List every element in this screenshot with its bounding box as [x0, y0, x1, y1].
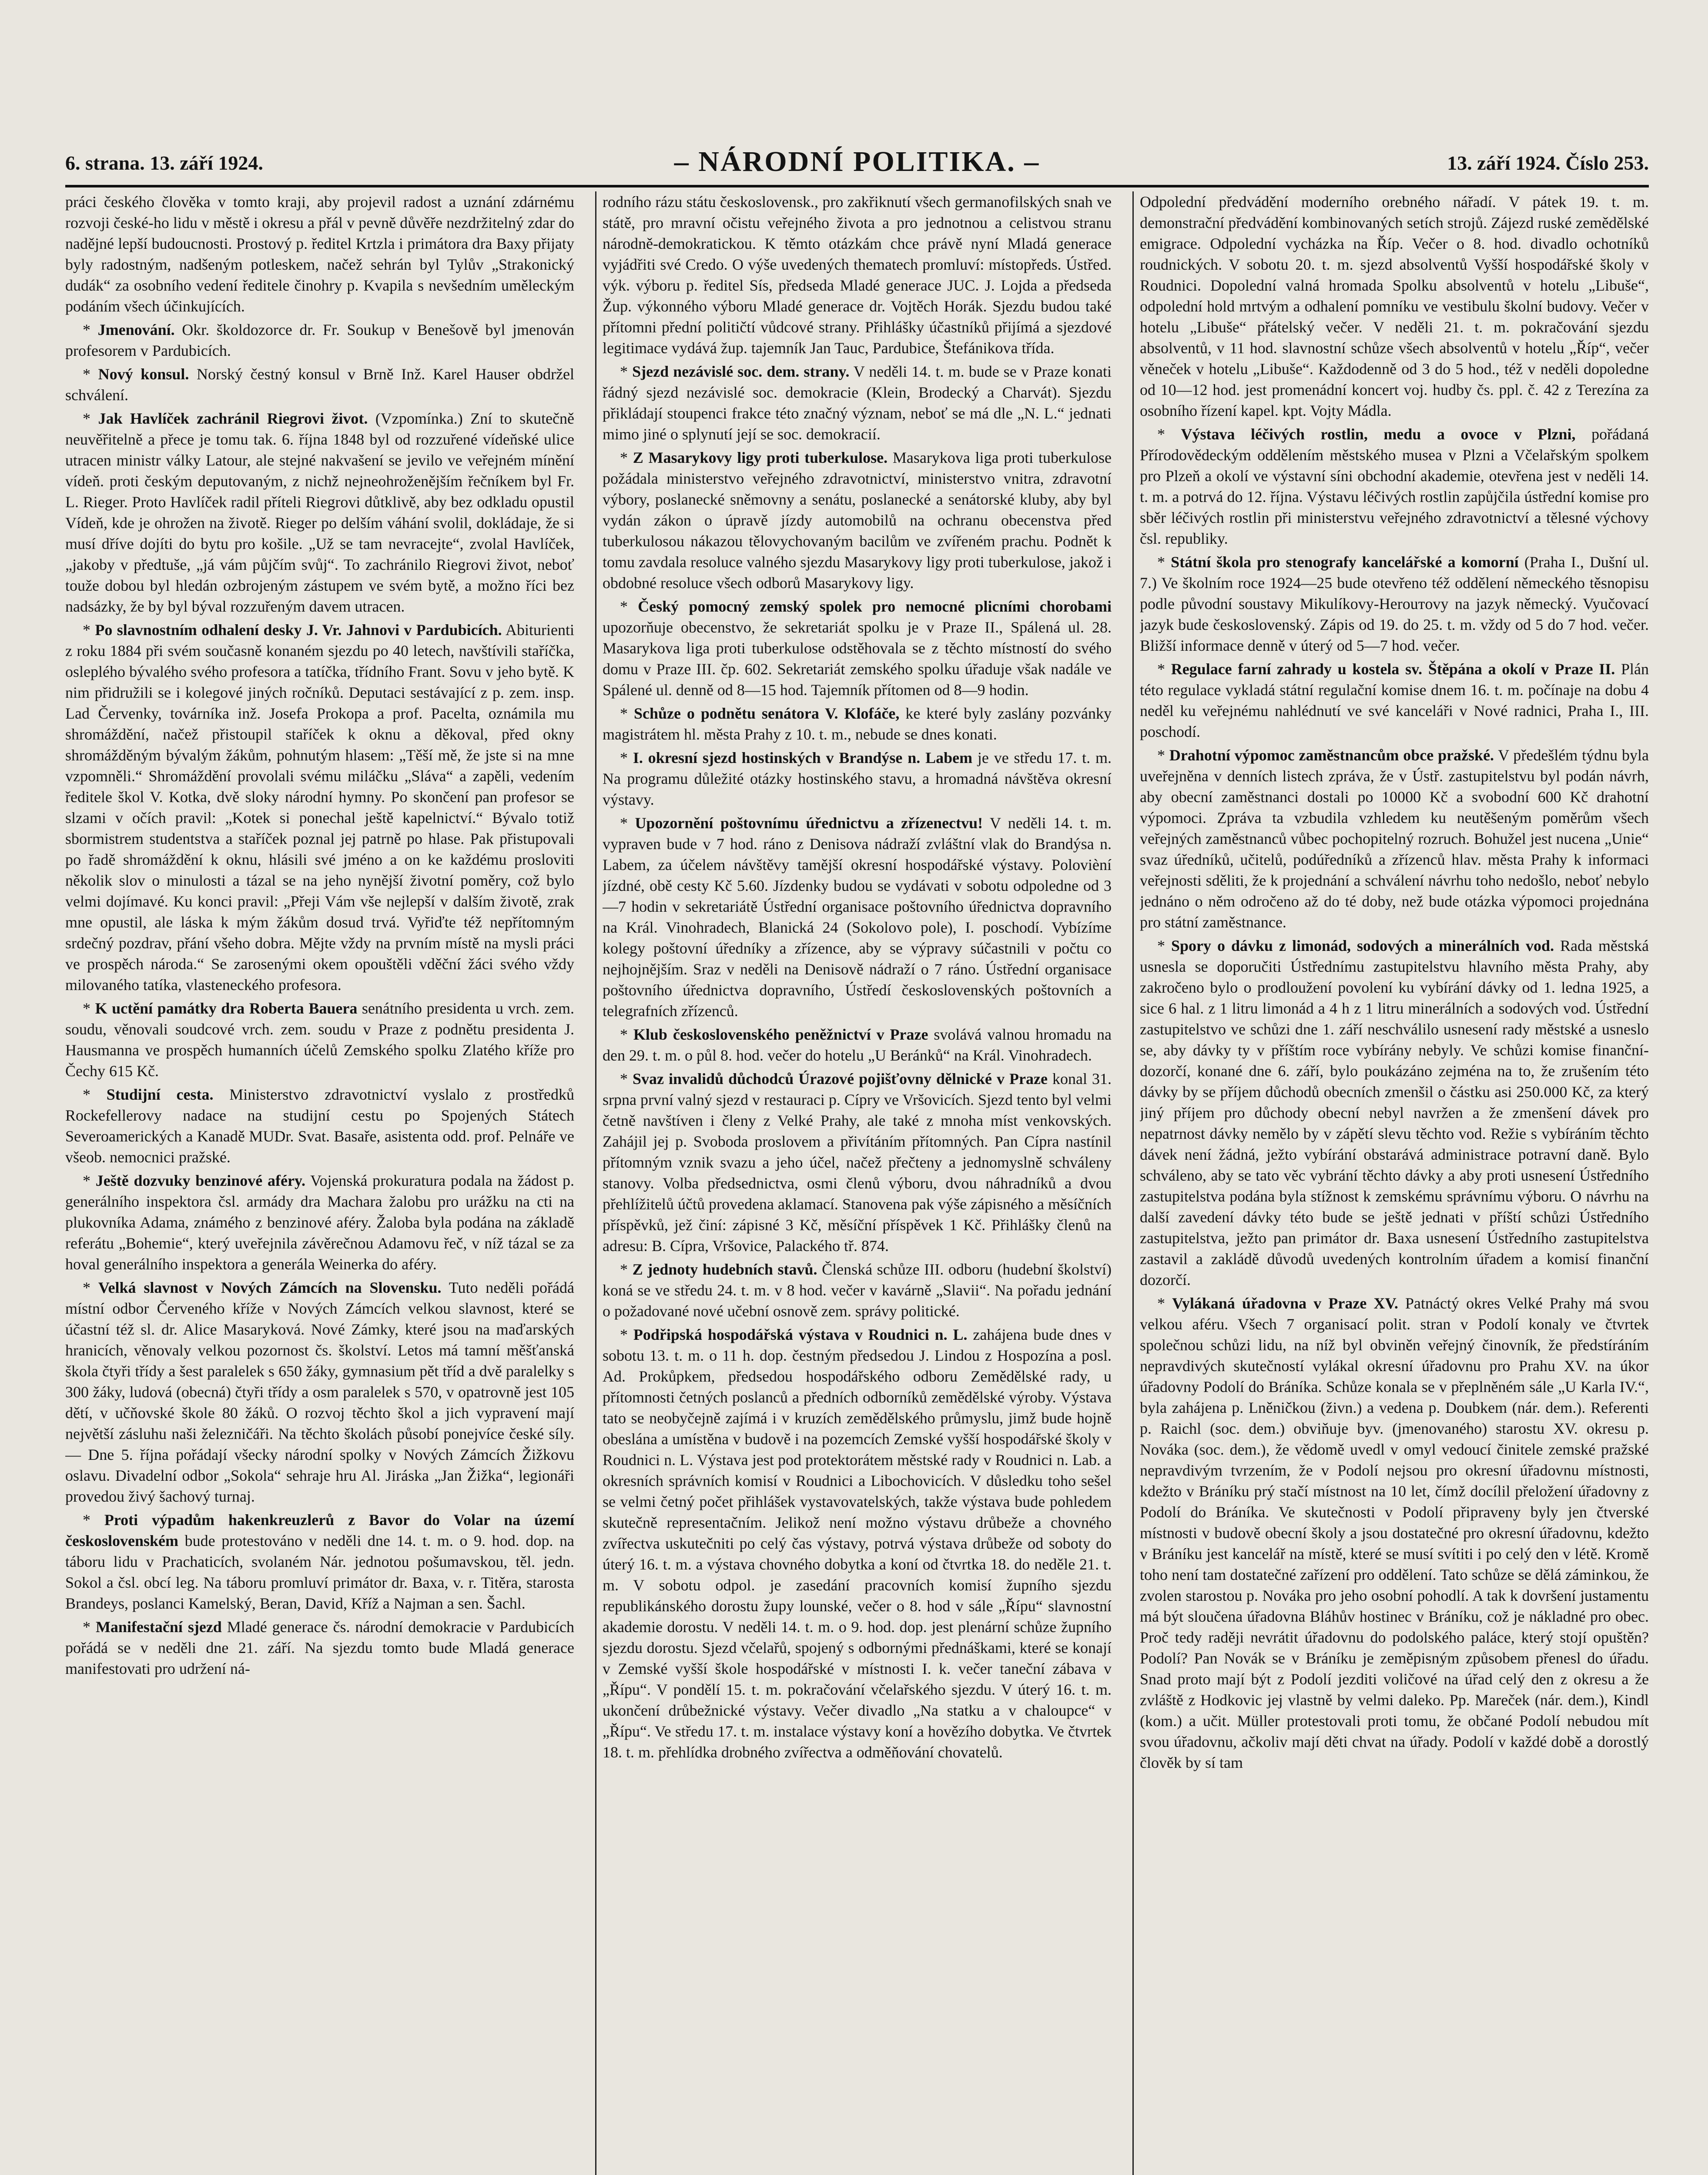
header-rule [65, 185, 1649, 187]
article-heading: Svaz invalidů důchodců Úrazové pojišťovny dělnické v Praze [633, 1070, 1048, 1088]
article-heading: Z jednoty hudebních stavů. [632, 1261, 817, 1278]
article-heading: Manifestační sjezd [95, 1618, 222, 1636]
article-paragraph [65, 1277, 574, 1507]
article-paragraph [1140, 935, 1649, 1290]
article-paragraph [1140, 552, 1649, 656]
issue-date-number: 13. září 1924. Číslo 253. [1447, 152, 1649, 174]
asterisk-marker: * [620, 814, 635, 832]
asterisk-marker: * [1157, 553, 1171, 571]
article-paragraph [1140, 659, 1649, 742]
article-text: Tuto neděli pořádá místní odbor Červeného kříže v Nových Zámcích velkou slavnost, které se účastní též sl. dr. Alice Masaryková. Nové Zámky, které jsou na maďarských hranicích, věnovaly velkou pozornost čs. školství. Letos má tamní měšťanská škola čtyři třídy a šest paralelek s 650 žáky, gymnasium pět tříd a dvě paralelky s 300 žáky, ludová (obecná) čtyři třídy a osm paralelek s 570, v opatrovně jest 105 dětí, v učňovské škole 80 žáků. O rozvoj těchto škol a jich vypravení mají největší zásluhu naši železničáři. Na těchto školách působí ponejvíce české síly. — Dne 5. října pořádají všecky národní spolky v Nových Zámcích Žižkovu oslavu. Divadelní odbor „Sokola“ sehraje hru Al. Jiráska „Jan Žižka“, legionáři provedou živý šachový turnaj. [65, 1279, 574, 1505]
article-text: rodního rázu státu československ., pro zakřiknutí všech germanofilských snah ve státě, pro mravní očistu veřejného života a pro jednotnou a celistvou stranu národně-demokratickou. K těmto otázkám chce právě nyní Mladá generace vyjádřiti své Credo. O výše uvedených thematech promluví: místopředs. Ústřed. výk. výboru p. ředitel Sís, předseda Mladé generace JUC. J. Lojda a předseda Žup. výkonného výboru Mladé generace dr. Vojtěch Horák. Sjezdu budou také přítomni přední političtí vůdcové strany. Přihlášky účastníků přijímá a sjezdové legitimace vydává žup. tajemník Jan Tauc, Pardubice, Štefánikova třída. [603, 193, 1112, 357]
page-number-date: 6. strana. 13. září 1924. [65, 152, 263, 174]
article-heading: Schůze o podnětu senátora V. Klofáče, [633, 705, 900, 722]
article-text: Mladé generace čs. národní demokracie v Pardubicích pořádá se v neděli dne 21. září. Na sjezdu tomto bude Mladá generace manifestovati pro udržení ná- [65, 1618, 574, 1677]
article-paragraph [1140, 745, 1649, 933]
article-text: bude protestováno v neděli dne 14. t. m. o 9. hod. dop. na táboru lidu v Prachaticích, svolaném Nár. jednotou pošumavskou, těl. jedn. Sokol a čsl. obcí leg. Na táboru promluví primátor dr. Baxa, v. r. Titěra, starosta Brandeys, poslanci Kamelský, Beran, David, Kříž a Najman a sen. Šachl. [65, 1532, 574, 1612]
article-paragraph [65, 1509, 574, 1614]
page-columns [65, 191, 1649, 2175]
article-paragraph [65, 408, 574, 617]
article-text: svolává valnou hromadu na den 29. t. m. o půl 8. hod. večer do hotelu „U Beránků“ na Král. Vinohradech. [603, 1026, 1112, 1064]
asterisk-marker: * [620, 749, 633, 766]
article-paragraph [603, 447, 1112, 593]
article-paragraph [65, 1616, 574, 1679]
article-paragraph [603, 703, 1112, 745]
asterisk-marker: * [1157, 425, 1181, 443]
asterisk-marker: * [1157, 937, 1171, 954]
asterisk-marker: * [620, 1261, 633, 1278]
article-paragraph [65, 619, 574, 995]
article-paragraph [603, 1324, 1112, 1763]
article-heading: Po slavnostním odhalení desky J. Vr. Jahnovi v Pardubicích. [95, 621, 502, 639]
article-paragraph [1140, 1293, 1649, 1773]
asterisk-marker: * [1157, 746, 1169, 764]
article-paragraph [65, 998, 574, 1081]
article-text: Plán této regulace vykladá státní regulační komise dnem 16. t. m. počínaje na dobu 4 neděl ku veřejnému nahlédnutí ve své kanceláři v Nové radnici, Praha I., III. poschodí. [1140, 660, 1649, 740]
article-text: Abiturienti z roku 1884 při svém současně konaném sjezdu po 40 letech, navštívili staříčka, osleplého bývalého svého profesora a tatíčka, třídního Frant. Sovu v jeho bytě. K nim přidružili se i kolegové jiných ročníků. Deputaci sestávající z p. zem. insp. Lad Červenky, továrníka inž. Josefa Prokopa a prof. Pacelta, oznámila mu shromáždění, načež přistoupil staříček k oknu a děkoval, před okny shromážděným bývalým žákům, pohnutým hlasem: „Těší mě, že jste si na mne vzpomněli.“ Shromáždění provolali svému miláčku „Sláva“ a zapěli, vedením ředitele škol V. Kotka, dvě sloky národní hymny. Po skončení pan profesor se slzami v očích pravil: „Kotek si ponechal ještě kapelnictví.“ Bývalo totiž sbormistrem studentstva a staříček poznal jej patrně po hlase. Pak přistupovali po řadě shromáždění k oknu, hlásili své jméno a on ke každému prosloviti několik slov o minulosti a tázal se na jeho nynější životní poměry, což bylo velmi dojímavé. Ku konci pravil: „Přeji Vám vše nejlepší v dalším životě, zrak mne opustil, ale láska k mým žákům dosud trvá. Vyřiďte též nepřítomným srdečný pozdrav, přání všeho dobra. Mějte vždy na prvním místě na mysli práci ve prospěch národa.“ Se zarosenými okem opouštěli vděční žáci svého vždy milovaného tatíka, vlasteneckého profesora. [65, 621, 574, 994]
article-text: upozorňuje obecenstvo, že sekretariát spolku je v Praze II., Spálená ul. 28. Masarykova liga proti tuberkulose odstěhovala se z těchto místností do svého domu v Praze III. čp. 602. Sekretariát zemského spolku úřaduje však nadále ve Spálené ul. denně od 8—15 hod. Tajemník přítomen od 8—9 hodin. [603, 619, 1112, 699]
asterisk-marker: * [83, 410, 98, 427]
asterisk-marker: * [620, 705, 634, 722]
article-heading: Nový konsul. [98, 365, 189, 383]
article-heading: Proti výpadům hakenkreuzlerů z Bavor do Volar na území československém [65, 1511, 574, 1549]
article-text: Členská schůze III. odboru (hudební školství) koná se ve středu 24. t. m. v 8 hod. večer v kavárně „Slavii“. Na pořadu jednání o požadované nové učební osnově zem. správy politické. [603, 1261, 1112, 1320]
article-text: práci českého člověka v tomto kraji, aby projevil radost a uznání zdárnému rozvoji české-ho lidu v městě i okresu a přál v pevně důvěře nezdržitelný zdar do nadějné lepší budoucnosti. Prostový p. ředitel Krtzla i primátora dra Baxy přijaty byly radostným, nadšeným potleskem, načež sehrán byl Tylův „Strakonický dudák“ za osobního vedení ředitele činohry p. Kvapila s nevšedním uměleckým podáním všech účinkujících. [65, 193, 574, 315]
article-heading: Podřipská hospodářská výstava v Roudnici n. L. [633, 1326, 968, 1343]
asterisk-marker: * [83, 1086, 107, 1103]
article-text: ke které byly zaslány pozvánky magistrátem hl. města Prahy z 10. t. m., nebude se dnes konati. [603, 705, 1112, 743]
article-text: senátního presidenta u vrch. zem. soudu, věnovali soudcové vrch. zem. soudu v Praze z podnětu presidenta J. Hausmanna ve prospěch humanních účelů Zemského spolku Zlatého kříže pro Čechy 615 Kč. [65, 1000, 574, 1080]
article-heading: Drahotní výpomoc zaměstnancům obce pražské. [1169, 746, 1494, 764]
column-separator [1132, 191, 1134, 2175]
article-heading: Jak Havlíček zachránil Riegrovi život. [98, 410, 368, 427]
article-heading: Vylákaná úřadovna v Praze XV. [1172, 1295, 1398, 1312]
asterisk-marker: * [83, 1172, 96, 1189]
article-text: Norský čestný konsul v Brně Inž. Karel Hauser obdržel schválení. [65, 365, 574, 404]
article-text: konal 31. srpna první valný sjezd v restauraci p. Cípry ve Vršovicích. Sjezd tento byl velmi četně navštíven i členy z Velké Prahy, ale také z mnoha míst venkovských. Zahájil jej p. Svoboda proslovem a přivítáním přítomných. Pan Cípra nastínil přítomným vznik svazu a jeho účel, načež přečteny a jednomyslně schváleny stanovy. Volba předsednictva, osmi členů výboru, dvou náhradníků a dvou přehlížitelů účtů provedena aklamací. Stanovena pak výše zápisného a měsíčních příspěvků, jež činí: zápisné 3 Kč, měsíční příspěvek 1 Kč. Přihlášky členů na adresu: B. Cípra, Vršovice, Palackého tř. 874. [603, 1070, 1112, 1255]
article-paragraph [603, 191, 1112, 358]
article-heading: Výstava léčivých rostlin, medu a ovoce v Plzni, [1181, 425, 1576, 443]
asterisk-marker: * [620, 449, 633, 466]
article-heading: Regulace farní zahrady u kostela sv. Štěpána a okolí v Praze II. [1171, 660, 1615, 678]
article-heading: Státní škola pro stenografy kancelářské a komorní [1171, 553, 1519, 571]
article-paragraph [1140, 191, 1649, 421]
asterisk-marker: * [1157, 1295, 1172, 1312]
column-separator [595, 191, 596, 2175]
article-paragraph [65, 364, 574, 405]
article-text: zahájena bude dnes v sobotu 13. t. m. o 11 h. dop. čestným předsedou J. Lindou z Hospozína a posl. Ad. Prokůpkem, předsedou hospodářského odboru Zemědělské rady, u přítomnosti četných poslanců a předních odborníků zemědělské výroby. Výstava tato se neobyčejně zajímá i v kruzích zemědělského průmyslu, jimž bude hojně obeslána a umístěna v budově i na pozemcích Zemské vyšší hospodářské školy v Roudnici n. L. Výstava jest pod protektorátem městské rady v Roudnici n. Lab. a okresních správních komisí v Roudnici a Libochovicích. V důsledku toho sešel se velmi četný počet přihlášek vystavovatelských, takže výstava bude pohledem skutečně representačním. Jelikož není možno výstavu drůbeže a chovného zvířectva uskutečniti po celý čas výstavy, potrvá výstava drůbeže od soboty do úterý 16. t. m. a výstava chovného dobytka a koní od čtvrtka 18. do neděle 21. t. m. V sobotu odpol. je zasedání pracovních komisí župního sjezdu republikánského dorostu župy lounské, večer o 8. hod v sále „Řípu“ slavnostní akademie dorostu. V neděli 14. t. m. o 9. hod. dop. jest plenární schůze župního sjezdu dorostu. Sjezd včelařů, spojený s odbornými přednáškami, které se konají v Zemské vyšší škole hospodářské v místnosti I. k. večer taneční zábava v „Řípu“. V pondělí 15. t. m. pokračování včelařského sjezdu. V úterý 16. t. m. ukončení drůbežnické výstavy. Večer divadlo „Na statku a v chaloupce“ v „Řípu“. Ve středu 17. t. m. instalace výstavy koní a hovězího dobytka. Ve čtvrtek 18. t. m. přehlídka drobného zvířectva a odměňování chovatelů. [603, 1326, 1112, 1761]
article-text: V neděli 14. t. m. bude se v Praze konati řádný sjezd nezávislé soc. demokracie (Klein, Brodecký a Charvát). Sjezdu přikládají stoupenci frakce této značný význam, neboť se má dle „N. L.“ jednati mimo jiné o splynutí její se soc. demokracií. [603, 363, 1112, 443]
article-paragraph [603, 1068, 1112, 1256]
column-3 [1140, 191, 1649, 2175]
article-heading: I. okresní sjezd hostinských v Brandýse n. Labem [633, 749, 973, 766]
asterisk-marker: * [620, 1026, 633, 1043]
asterisk-marker: * [83, 1618, 96, 1636]
article-paragraph [603, 596, 1112, 700]
article-text: Vojenská prokuratura podala na žádost p. generálního inspektora čsl. armády dra Machara žalobu pro urážku na cti na plukovníka Adama, známého z benzinové aféry. Žaloba byla podána na základě referátu „Bohemie“, který uveřejnila závěrečnou Adamovu řeč, v níž tázal se za hoval generálního inspektora a generála Weinerka do aféry. [65, 1172, 574, 1273]
asterisk-marker: * [83, 321, 98, 338]
article-heading: K uctění památky dra Roberta Bauera [95, 1000, 358, 1017]
article-paragraph [65, 191, 574, 317]
article-heading: Český pomocný zemský spolek pro nemocné plicními chorobami [638, 598, 1112, 615]
article-text: Ministerstvo zdravotnictví vyslalo z prostředků Rockefellerovy nadace na studijní cestu po Spojených Státech Severoamerických a Kanadě MUDr. Svat. Basaře, asistenta odd. prof. Pelnáře ve všeob. nemocnici pražské. [65, 1086, 574, 1166]
article-text: Patnáctý okres Velké Prahy má svou velkou aféru. Všech 7 organisací polit. stran v Podolí konaly ve čtvrtek společnou schůzi lidu, na níž byl obviněn veřejný činovník, že předstíráním nepravdivých skutečností vylákal okresní úřadovnu pro Prahu XV. na úkor úřadovny Podolí do Bráníka. Schůze konala se v přeplněném sále „U Karla IV.“, byla zahájena p. Lněničkou (živn.) a vedena p. Doubkem (nár. dem.). Referenti p. Raichl (soc. dem.) obviňuje byv. (jmenovaného) starostu XV. okresu p. Nováka (soc. dem.), že vědomě uvedl v omyl vedoucí činitele zemské pražské nepravdivým tvrzením, že v Podolí nejsou pro okresní úřadovnu místnosti, kdežto v Bráníku prý stačí místnost na 10 let, čímž docílil přeložení úřadovny z Podolí do Bráníka. Ve skutečnosti v Podolí připraveny byly jen čtverské místnosti v budově obecní školy a jsou dostatečné pro okresní úřadovnu, kdežto v Bráníku jest kancelář na místě, které se musí svítiti i po celý den v létě. Kromě toho není tam dostatečné zařízení pro oddělení. Tato schůze se dělá záminkou, že zvolen starostou p. Nováka pro jeho osobní pohodlí. A tak k dovršení justamentu má být sloučena úřadovna Bláhův hostinec v Bráníku, což je nákladné pro obec. Proč tedy raději nevrátit úřadovnu do podolského paláce, který stojí opuštěn? Podolí? Pan Novák se v Bráníku je zeměpisným způsobem přenesl do úřadu. Snad proto mají být z Podolí jezditi voličové na úřad celý den z okresu a že zvláště z Hodkovic jej vlastně by velmi daleko. Pp. Mareček (nár. dem.), Kindl (kom.) a učit. Müller protestovali proti tomu, že občané Podolí nebudou mít svou úřadovnu, ačkoliv mají děti chvat na úřady. Podolí v každé době a dorostlý člověk by sí tam [1140, 1295, 1649, 1771]
article-text: V neděli 14. t. m. vypraven bude v 7 hod. ráno z Denisova nádraží zvláštní vlak do Brandýsa n. Labem, za účelem návštěvy tamější okresní hospodářské výstavy. Polovièní jízdné, obě cesty Kč 5.60. Jízdenky budou se vydávati v sobotu odpoledne od 3—7 hodin v sekretariátě Ústřední organisace poštovního úřednictva dopravního na Král. Vinohradech, Blanická 24 (Sokolovo pole), I. poschodí. Vybízíme kolegy poštovní úředníky a zřízence, aby se výpravy súčastnili v počtu co nejhojnějším. Sraz v neděli na Denisově nádraží o 7 ráno. Ústřední organisace poštovního úřednictva dopravního, Ústředí československých poštovních a telegrafních zřízenců. [603, 814, 1112, 1020]
asterisk-marker: * [620, 1070, 633, 1088]
asterisk-marker: * [83, 365, 98, 383]
article-paragraph [603, 361, 1112, 445]
asterisk-marker: * [83, 1000, 95, 1017]
article-paragraph [65, 1084, 574, 1168]
article-text: (Praha I., Dušní ul. 7.) Ve školním roce 1924—25 bude otevřeno též oddělení německého těsnopisu podle původní soustavy Mikulíkovy-Herouтovy na jazyk německý. Vyučovací jazyk bude československý. Zápis od 19. do 25. t. m. vždy od 5 do 7 hod. večer. Bližší informace denně v úterý od 5—7 hod. večer. [1140, 553, 1649, 654]
article-paragraph [603, 1024, 1112, 1066]
article-paragraph [603, 1259, 1112, 1322]
newspaper-title: – NÁRODNÍ POLITIKA. – [674, 146, 1040, 177]
asterisk-marker: * [620, 363, 633, 380]
article-heading: Studijní cesta. [106, 1086, 214, 1103]
column-2 [603, 191, 1112, 2175]
asterisk-marker: * [83, 621, 95, 639]
article-text: Odpolední předvádění moderního orebného nářadí. V pátek 19. t. m. demonstrační předvádění kombinovaných setích strojů. Zájezd ruské zemědělské emigrace. Odpolední vycházka na Říp. Večer o 8. hod. divadlo ochotníků roudnických. V sobotu 20. t. m. sjezd absolventů Vyšší hospodářské školy v Roudnici. Dopolední valná hromada Spolku absolventů v hotelu „Libuše“, odpolední hold mrtvým a odhalení pomníku ve vestibulu školní budovy. Večer v hotelu „Libuše“ přátelský večer. V neděli 21. t. m. pokračování sjezdu absolventů, v 11 hod. slavnostní schůze všech absolventů v hotelu „Říp“, večer věneček v hotelu „Libuše“. Každodenně od 3 do 5 hod., též v neděli dopoledne od 10—12 hod. jest promenádní koncert voj. hudby čs. ppl. č. 42 z Terezína za osobního řízení kapel. kpt. Vojty Mádla. [1140, 193, 1649, 419]
article-heading: Ještě dozvuky benzinové aféry. [95, 1172, 305, 1189]
article-heading: Klub československého peněžnictví v Praze [633, 1026, 928, 1043]
article-paragraph [65, 1170, 574, 1275]
article-heading: Z Masarykovy ligy proti tuberkulose. [633, 449, 888, 466]
article-paragraph [603, 813, 1112, 1021]
asterisk-marker: * [620, 598, 638, 615]
article-heading: Sjezd nezávislé soc. dem. strany. [632, 363, 850, 380]
asterisk-marker: * [83, 1511, 104, 1529]
article-heading: Velká slavnost v Nových Zámcích na Slovensku. [98, 1279, 442, 1296]
page-header [65, 144, 1649, 183]
article-paragraph [603, 747, 1112, 810]
article-heading: Upozornění poštovnímu úřednictvu a zřízenectvu! [635, 814, 983, 832]
article-text: Okr. školdozorce dr. Fr. Soukup v Benešově byl jmenován profesorem v Pardubicích. [65, 321, 574, 359]
asterisk-marker: * [620, 1326, 633, 1343]
article-text: Rada městská usnesla se doporučiti Ústřednímu zastupitelstvu hlavního města Prahy, aby zakročeno bylo o prodloužení povolení ku vybírání dávky od 1. ledna 1925, a sice 6 hal. z 1 litru limonád a 4 h z 1 litru minerálních a sodových vod. Ústřední zastupitelstvo ve schůzi dne 1. září neschválilo usnesení rady městské a usneslo se, aby dávky ty v příštím roce vybírány nebyly. Ve schůzi komise finanční-dozorčí, konané dne 6. září, bylo poukázáno zejména na to, že zrušením této dávky by se příjem důchodů obecních zmenšil o částku asi 250.000 Kč, za který jiný příjem pro důchody obecní nebyl navržen a že zmenšení dávek pro nepatrnost dávky nemělo by v zápětí slevu těchto vod. Režie s vybíráním těchto dávek není žádná, ježto vybírání obstarává administrace potravní daně. Bylo schváleno, aby se tato věc vybrání těchto dávky a aby proti usnesení Ústředního zastupitelstva podána byla stížnost k zemskému správnímu výboru. O návrhu na další zavedení dávky této bude se ještě jednati v příští schůzi Ústředního zastupitelstva, ježto pan primátor dr. Baxa usnesení Ústředního zastupitelstva zastavil a zakládě důvodů uvedených kontrolním úřadem a komisí finanční dozorčí. [1140, 937, 1649, 1288]
article-text: V předešlém týdnu byla uveřejněna v denních listech zpráva, že v Ústř. zastupitelstvu byl podán návrh, aby obecní zaměstnanci dostali po 10000 Kč a svobodní 600 Kč drahotní výpomoci. Zpráva ta vzbudila vzhledem ku neutěšeným poměrům všech veřejných zaměstnanců vůbec pochopitelný rozruch. Bohužel jest nucena „Unie“ svaz úředníků, učitelů, podúředníků a zřízenců hlav. města Prahy k informaci veřejnosti sděliti, že k projednání a schválení návrhu toho nedošlo, neboť nebylo jednáno o něm odročeno až do té doby, než bude otázka výpomoci projednána pro státní zaměstnance. [1140, 746, 1649, 931]
article-text: je ve středu 17. t. m. Na programu důležité otázky hostinského stavu, a hromadná návštěva okresní výstavy. [603, 749, 1112, 808]
article-heading: Jmenování. [97, 321, 175, 338]
article-text: (Vzpomínka.) Zní to skutečně neuvěřitelně a přece je tomu tak. 6. října 1848 byl od rozzuřené vídeňské ulice utracen ministr války Latour, ale stejné nakvašení se jevilo ve veřejném mínění vídeň. proti českým deputovaným, z nichž nejneohroženějším řečníkem byl Fr. L. Rieger. Proto Havlíček radil příteli Riegrovi důtklivě, aby bez odkladu opustil Vídeň, kde je ohrožen na životě. Rieger po delším váhání svolil, dokládaje, že si musí dříve dojíti do bytu pro košile. „Už se tam nevracejte“, zvolal Havlíček, „jakoby v předtuše, „já vám půjčím svůj“. To zachránilo Riegrovi život, neboť touže dobou byl hledán ozbrojeným zástupem ve svém bytě, a možno říci bez nadsázky, že by byl býval rozzuřeným davem utracen. [65, 410, 574, 615]
article-heading: Spory o dávku z limonád, sodových a minerálních vod. [1171, 937, 1554, 954]
article-text: pořádaná Přírodovědeckým oddělením městského musea v Plzni a Včelařským spolkem pro Plzeň a okolí ve výstavní síni obchodní akademie, otevřena jest v neděli 14. t. m. a potrvá do 12. října. Výstavu léčivých rostlin zapůjčila ústřední komise pro sběr léčivých rostlin při ministerstvu veřejného zdravotnictví a tělesné výchovy čsl. republiky. [1140, 425, 1649, 547]
article-paragraph [65, 319, 574, 361]
article-paragraph [1140, 424, 1649, 549]
asterisk-marker: * [83, 1279, 98, 1296]
article-text: Masarykova liga proti tuberkulose požádala ministerstvo veřejného zdravotnictví, ministerstvo vnitra, zdravotní výbory, poslanecké sněmovny a senátu, poslanecké a senátorské kluby, aby byl vydán zákon o úpravě jízdy automobilů na ochranu obecenstva před tuberkulosou nákazou tělovychovaným bacilům ve zvířeném prachu. Podnět k tomu zavdala resoluce valného sjezdu Masarykovy ligy proti tuberkulose, jakož i obdobné resoluce všech odborů Masarykovy ligy. [603, 449, 1112, 592]
asterisk-marker: * [1157, 660, 1171, 678]
column-1 [65, 191, 574, 2175]
